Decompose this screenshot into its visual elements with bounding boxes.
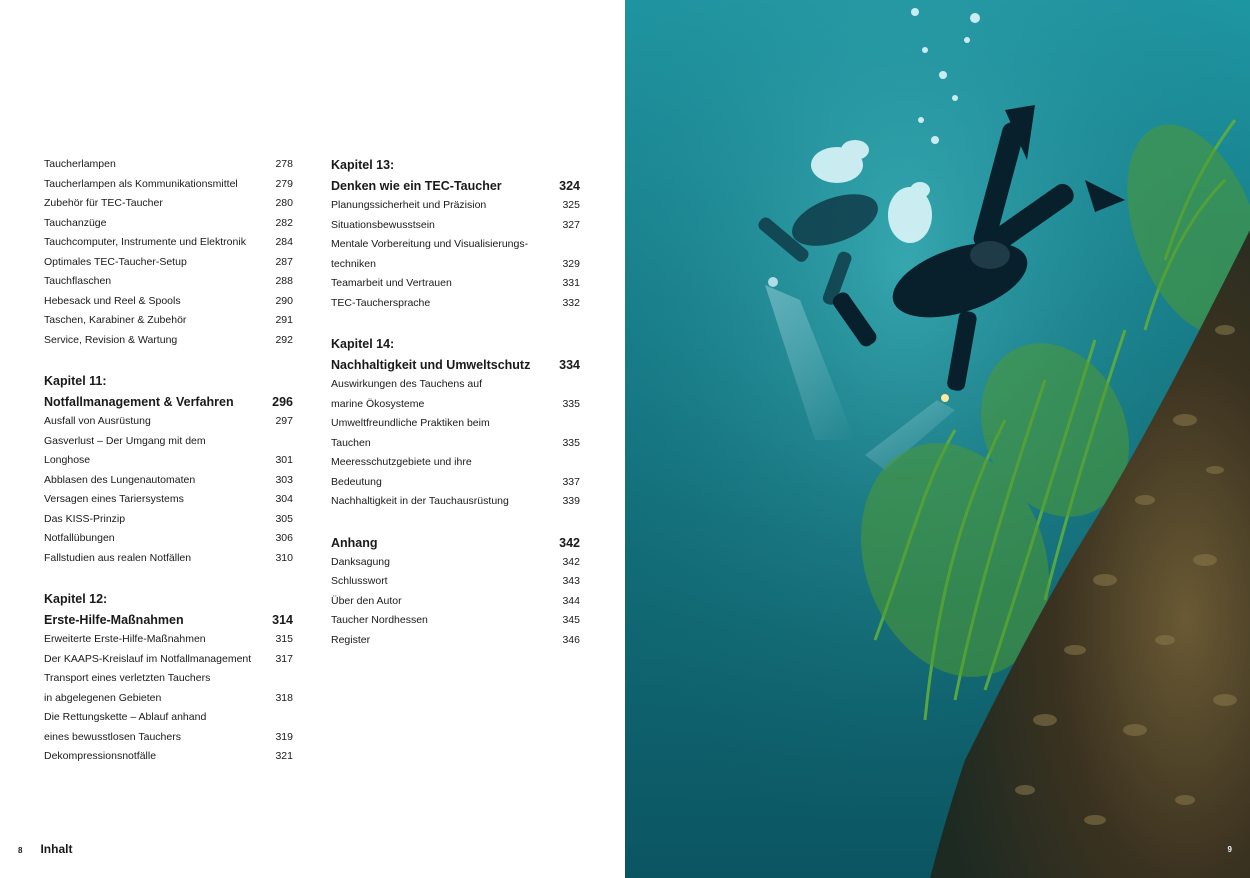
toc-entry-title: Danksagung — [331, 555, 390, 568]
toc-entry-page: 331 — [562, 277, 580, 289]
toc-entry-page: 301 — [275, 454, 293, 466]
toc-entry-title: Bedeutung — [331, 475, 382, 488]
toc-entry[interactable] — [44, 311, 293, 331]
toc-entry-title: Notfallübungen — [44, 532, 115, 544]
toc-entry-page: 296 — [272, 395, 293, 409]
toc-entry-title: Fallstudien aus realen Notfällen — [44, 551, 192, 564]
toc-entry-page: 342 — [559, 535, 580, 550]
toc-entry-title: Taschen, Karabiner & Zubehör — [44, 314, 187, 326]
toc-entry-page: 303 — [275, 473, 293, 486]
toc-entry[interactable] — [44, 549, 293, 569]
toc-entry[interactable] — [44, 214, 293, 234]
toc-entry-title: techniken — [331, 257, 376, 270]
section-gap — [44, 568, 293, 589]
toc-entry-title: Notfallmanagement & Verfahren — [44, 395, 234, 409]
toc-entry-page: 284 — [275, 236, 293, 248]
toc-entry-title: Denken wie ein TEC-Taucher — [331, 179, 502, 193]
toc-entry-title: Anhang — [331, 535, 378, 550]
toc-entry-title: Auswirkungen des Tauchens auf — [331, 378, 482, 390]
chapter-title[interactable] — [331, 533, 580, 553]
toc-entry[interactable] — [44, 689, 293, 709]
toc-entry[interactable] — [331, 235, 580, 255]
section-gap — [331, 313, 580, 334]
toc-entry-page: 290 — [275, 294, 293, 307]
toc-entry[interactable] — [44, 432, 293, 452]
toc-entry[interactable] — [331, 572, 580, 592]
toc-entry-title: Erweiterte Erste-Hilfe-Maßnahmen — [44, 633, 206, 645]
toc-entry-title: Planungssicherheit und Präzision — [331, 199, 487, 211]
toc-entry-page: 343 — [562, 575, 580, 587]
toc-column-left — [44, 155, 293, 767]
toc-entry-title: in abgelegenen Gebieten — [44, 691, 162, 704]
toc-entry-page: 314 — [272, 613, 293, 627]
toc-entry[interactable] — [331, 492, 580, 512]
toc-entry[interactable] — [44, 194, 293, 214]
section-label: Inhalt — [40, 842, 73, 856]
toc-entry-title: marine Ökosysteme — [331, 397, 425, 410]
toc-column-right — [331, 155, 580, 650]
toc-entry-title: Der KAAPS-Kreislauf im Notfallmanagement — [44, 652, 252, 665]
toc-entry-page: 327 — [562, 218, 580, 231]
toc-entry[interactable] — [331, 395, 580, 415]
toc-entry-page: 329 — [562, 257, 580, 270]
toc-entry[interactable] — [331, 255, 580, 275]
toc-entry-title: Versagen eines Tariersystems — [44, 493, 184, 505]
toc-entry[interactable] — [44, 669, 293, 689]
chapter-title[interactable] — [331, 176, 580, 196]
toc-entry[interactable] — [44, 253, 293, 273]
toc-entry[interactable] — [331, 196, 580, 216]
toc-entry-page: 342 — [562, 555, 580, 568]
toc-entry-page: 335 — [562, 436, 580, 449]
diver-scene-image — [625, 0, 1250, 878]
toc-entry-page: 337 — [562, 475, 580, 488]
toc-entry-page: 291 — [275, 314, 293, 326]
right-page-number: 9 — [1227, 845, 1232, 854]
toc-entry-page: 288 — [275, 275, 293, 287]
toc-entry[interactable] — [331, 453, 580, 473]
toc-entry[interactable] — [331, 434, 580, 454]
chapter-label: Kapitel 11: — [44, 374, 107, 388]
toc-entry[interactable] — [44, 708, 293, 728]
toc-entry-title: Über den Autor — [331, 594, 402, 607]
toc-entry[interactable] — [44, 175, 293, 195]
chapter-label: Kapitel 14: — [331, 337, 395, 351]
toc-entry[interactable] — [331, 216, 580, 236]
toc-entry-title: Service, Revision & Wartung — [44, 333, 178, 346]
toc-entry-title: Die Rettungskette – Ablauf anhand — [44, 711, 207, 723]
toc-entry[interactable] — [44, 451, 293, 471]
toc-entry[interactable] — [331, 274, 580, 294]
toc-entry-page: 339 — [562, 495, 580, 507]
toc-entry-page: 319 — [275, 730, 293, 743]
toc-entry-title: Tauchflaschen — [44, 275, 112, 287]
toc-entry-title: eines bewusstlosen Tauchers — [44, 730, 181, 743]
toc-entry-page: 321 — [275, 750, 293, 762]
toc-entry-title: Hebesack und Reel & Spools — [44, 294, 181, 307]
toc-entry-title: Taucherlampen — [44, 158, 116, 170]
toc-entry-page: 280 — [275, 197, 293, 209]
toc-entry-title: Situationsbewusstsein — [331, 218, 435, 231]
toc-entry[interactable] — [44, 233, 293, 253]
toc-entry-title: Abblasen des Lungenautomaten — [44, 473, 196, 486]
toc-entry-title: Zubehör für TEC-Taucher — [44, 197, 163, 209]
toc-entry-page: 325 — [562, 199, 580, 211]
toc-entry-page: 292 — [275, 333, 293, 346]
toc-entry[interactable] — [44, 490, 293, 510]
toc-entry[interactable] — [44, 331, 293, 351]
toc-entry-page: 334 — [559, 358, 580, 372]
toc-entry-title: TEC-Tauchersprache — [331, 296, 431, 309]
toc-entry-title: Erste-Hilfe-Maßnahmen — [44, 613, 184, 627]
left-page-footer — [18, 842, 72, 856]
toc-entry[interactable] — [331, 592, 580, 612]
toc-entry-title: Ausfall von Ausrüstung — [44, 415, 151, 427]
underwater-photo — [625, 0, 1250, 878]
toc-entry-title: Tauchanzüge — [44, 216, 107, 229]
toc-entry[interactable] — [44, 510, 293, 530]
toc-entry-title: Das KISS-Prinzip — [44, 512, 126, 525]
toc-entry[interactable] — [331, 473, 580, 493]
chapter-label: Kapitel 13: — [331, 158, 395, 172]
toc-entry-title: Tauchen — [331, 436, 371, 449]
toc-entry[interactable] — [331, 631, 580, 651]
toc-entry-title: Umweltfreundliche Praktiken beim — [331, 417, 490, 429]
toc-entry-title: Taucher Nordhessen — [331, 614, 428, 626]
toc-entry-page: 310 — [275, 551, 293, 564]
toc-entry-page: 282 — [275, 216, 293, 229]
toc-entry-page: 278 — [275, 158, 293, 170]
toc-entry-page: 335 — [562, 397, 580, 410]
toc-entry-page: 345 — [562, 614, 580, 626]
toc-entry[interactable] — [44, 728, 293, 748]
toc-entry-page: 305 — [275, 512, 293, 525]
toc-entry[interactable] — [44, 155, 293, 175]
toc-entry-page: 287 — [275, 255, 293, 268]
chapter-title[interactable] — [44, 392, 293, 412]
toc-entry-title: Transport eines verletzten Tauchers — [44, 672, 211, 684]
left-page-number: 8 — [18, 846, 23, 855]
chapter-label: Kapitel 12: — [44, 592, 108, 606]
toc-entry-title: Dekompressionsnotfälle — [44, 750, 157, 762]
toc-entry-title: Register — [331, 633, 371, 646]
toc-entry[interactable] — [44, 292, 293, 312]
chapter-title[interactable] — [44, 610, 293, 630]
toc-entry[interactable] — [331, 553, 580, 573]
toc-entry-page: 332 — [562, 296, 580, 309]
section-gap — [331, 512, 580, 533]
toc-entry-title: Meeresschutzgebiete und ihre — [331, 456, 472, 468]
toc-entry-title: Schlusswort — [331, 575, 388, 587]
toc-entry-page: 297 — [275, 415, 293, 427]
toc-entry-title: Taucherlampen als Kommunikationsmittel — [44, 177, 238, 190]
toc-entry[interactable] — [331, 375, 580, 395]
toc-entry-page: 346 — [562, 633, 580, 646]
toc-entry[interactable] — [331, 414, 580, 434]
toc-entry[interactable] — [44, 529, 293, 549]
toc-entry-page: 304 — [275, 493, 293, 505]
toc-entry[interactable] — [44, 412, 293, 432]
toc-entry-page: 306 — [275, 532, 293, 544]
toc-entry-page: 344 — [562, 594, 580, 607]
toc-entry-title: Nachhaltigkeit in der Tauchausrüstung — [331, 495, 509, 507]
toc-entry-title: Teamarbeit und Vertrauen — [331, 277, 452, 289]
toc-entry[interactable] — [331, 611, 580, 631]
toc-entry-page: 315 — [275, 633, 293, 645]
toc-entry-title: Nachhaltigkeit und Umweltschutz — [331, 358, 531, 372]
toc-entry-title: Longhose — [44, 454, 91, 466]
toc-entry[interactable] — [44, 471, 293, 491]
toc-entry-page: 317 — [275, 652, 293, 665]
toc-entry[interactable] — [44, 630, 293, 650]
toc-entry-page: 318 — [275, 691, 293, 704]
section-gap — [44, 350, 293, 371]
toc-entry-title: Gasverlust – Der Umgang mit dem — [44, 434, 206, 447]
toc-entry-title: Optimales TEC-Taucher-Setup — [44, 255, 187, 268]
chapter-title[interactable] — [331, 355, 580, 375]
toc-entry-page: 279 — [275, 177, 293, 190]
toc-entry-title: Mentale Vorbereitung und Visualisierungs- — [331, 238, 529, 250]
toc-entry-title: Tauchcomputer, Instrumente und Elektronik — [44, 236, 246, 248]
toc-entry[interactable] — [331, 294, 580, 314]
toc-entry-page: 324 — [559, 179, 580, 193]
toc-entry[interactable] — [44, 272, 293, 292]
toc-entry[interactable] — [44, 650, 293, 670]
toc-entry[interactable] — [44, 747, 293, 767]
